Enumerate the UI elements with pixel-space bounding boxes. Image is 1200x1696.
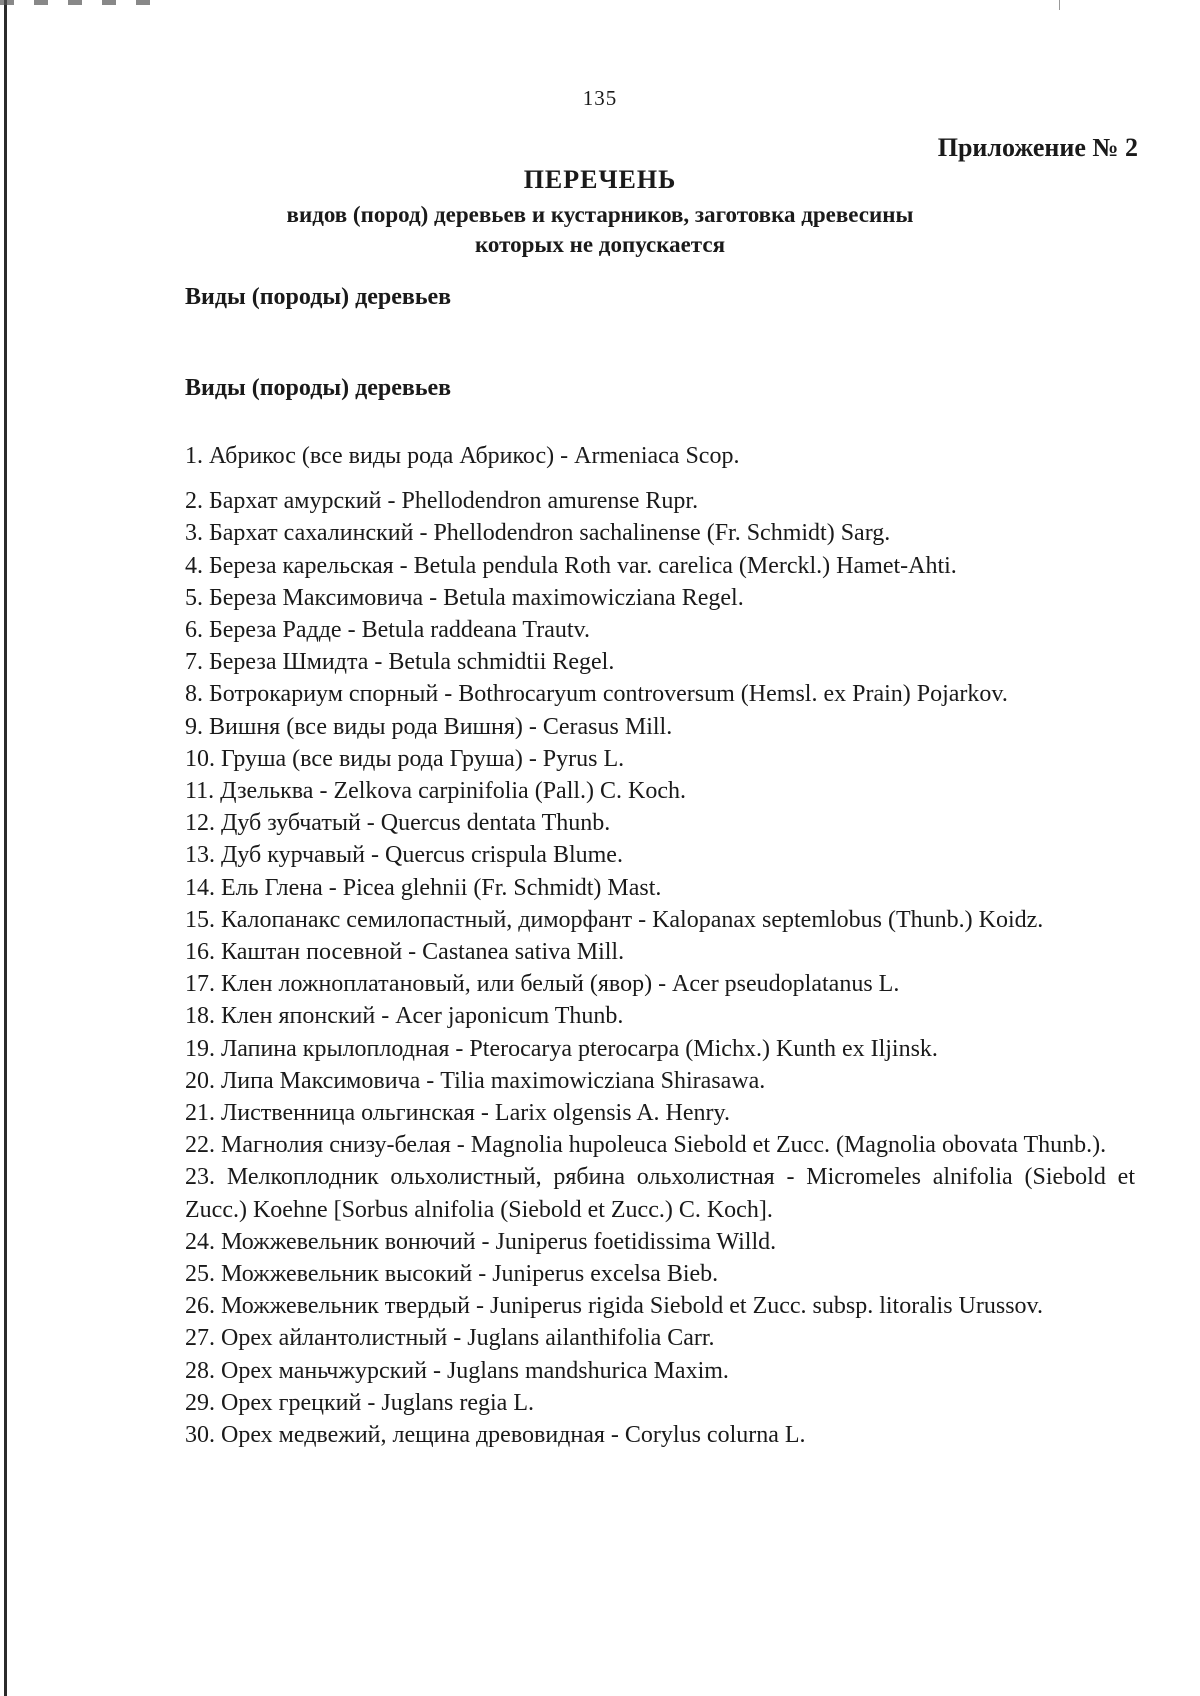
list-item: 30. Орех медвежий, лещина древовидная - Corylus colurna L. [185, 1422, 806, 1449]
list-item: 3. Бархат сахалинский - Phellodendron sachalinense (Fr. Schmidt) Sarg. [185, 520, 891, 547]
scan-top-tick [1059, 0, 1060, 10]
document-subtitle [0, 200, 1200, 260]
list-item: 11. Дзельква - Zelkova carpinifolia (Pall.) C. Koch. [185, 778, 687, 805]
list-item: 22. Магнолия снизу-белая - Magnolia hupoleuca Siebold et Zucc. (Magnolia obovata Thunb.). [185, 1132, 1107, 1159]
list-item: 2. Бархат амурский - Phellodendron amurense Rupr. [185, 488, 699, 515]
document-title: ПЕРЕЧЕНЬ [523, 165, 677, 194]
section-heading-trees: Виды (породы) деревьев [185, 284, 452, 310]
list-item: 17. Клен ложноплатановый, или белый (явор) - Acer pseudoplatanus L. [185, 971, 900, 998]
list-item: 6. Береза Радде - Betula raddeana Trautv. [185, 617, 590, 644]
list-item: 5. Береза Максимовича - Betula maximowicziana Regel. [185, 584, 744, 611]
species-list [185, 440, 1135, 1451]
list-item: 9. Вишня (все виды рода Вишня) - Cerasus Mill. [185, 713, 673, 740]
list-item: 29. Орех грецкий - Juglans regia L. [185, 1389, 534, 1416]
list-item: 21. Лиственница ольгинская - Larix olgensis A. Henry. [185, 1100, 730, 1127]
list-item: 25. Можжевельник высокий - Juniperus excelsa Bieb. [185, 1261, 719, 1288]
list-item: 1. Абрикос (все виды рода Абрикос) - Armeniaca Scop. [185, 443, 740, 469]
list-item: 15. Калопанакс семилопастный, диморфант - Kalopanax septemlobus (Thunb.) Koidz. [185, 906, 1044, 933]
subtitle-line-2: которых не допускается [474, 232, 726, 257]
appendix-label: Приложение № 2 [937, 133, 1138, 162]
page-number: 135 [582, 86, 618, 110]
list-item: 28. Орех маньчжурский - Juglans mandshurica Maxim. [185, 1357, 729, 1384]
list-item: 18. Клен японский - Acer japonicum Thunb. [185, 1003, 624, 1030]
list-item: 8. Ботрокариум спорный - Bothrocaryum controversum (Hemsl. ex Prain) Pojarkov. [185, 681, 1008, 708]
list-item: 23. Мелкоплодник ольхолистный, рябина ольхолистная - Micromeles alnifolia (Siebold et Zucc.) Koehne [Sorbus alnifolia (Siebold et Zucc.) C. Koch]. [185, 1164, 1135, 1223]
list-item: 24. Можжевельник вонючий - Juniperus foetidissima Willd. [185, 1228, 777, 1255]
list-item: 13. Дуб курчавый - Quercus crispula Blume. [185, 842, 623, 869]
list-item: 16. Каштан посевной - Castanea sativa Mill. [185, 939, 625, 966]
list-item: 12. Дуб зубчатый - Quercus dentata Thunb. [185, 810, 611, 837]
scan-top-marks [0, 0, 150, 5]
section-heading-trees-repeat: Виды (породы) деревьев [185, 375, 452, 401]
list-item: 7. Береза Шмидта - Betula schmidtii Regel. [185, 649, 615, 676]
list-item: 19. Лапина крылоплодная - Pterocarya pterocarpa (Michx.) Kunth ex Iljinsk. [185, 1035, 938, 1062]
list-item: 14. Ель Глена - Picea glehnii (Fr. Schmidt) Mast. [185, 874, 662, 901]
list-item: 20. Липа Максимовича - Tilia maximowicziana Shirasawa. [185, 1067, 766, 1094]
list-item: 4. Береза карельская - Betula pendula Roth var. carelica (Merckl.) Hamet-Ahti. [185, 552, 957, 579]
subtitle-line-1: видов (пород) деревьев и кустарников, заготовка древесины [286, 202, 914, 227]
list-item: 27. Орех айлантолистный - Juglans ailanthifolia Carr. [185, 1325, 715, 1352]
list-item: 10. Груша (все виды рода Груша) - Pyrus L. [185, 745, 625, 772]
list-item: 26. Можжевельник твердый - Juniperus rigida Siebold et Zucc. subsp. litoralis Urussov. [185, 1293, 1043, 1320]
